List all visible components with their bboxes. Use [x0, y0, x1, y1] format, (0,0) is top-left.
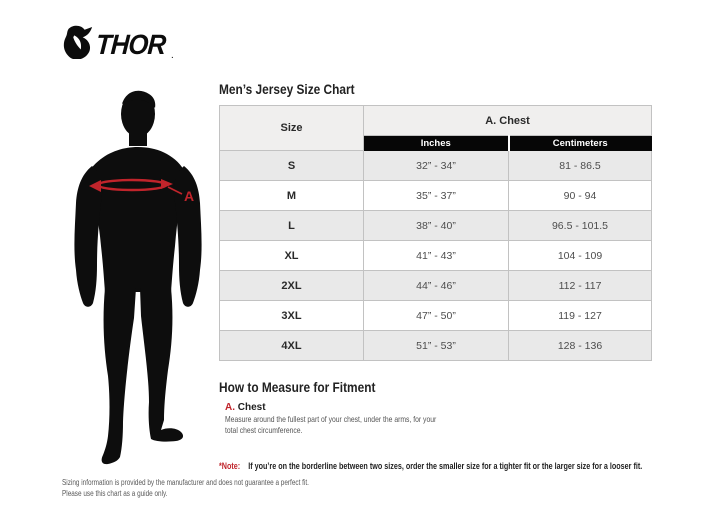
measure-item-letter: A. [225, 402, 235, 413]
centimeters-cell: 90 - 94 [509, 181, 652, 211]
size-cell: 2XL [220, 271, 364, 301]
centimeters-cell: 112 - 117 [509, 271, 652, 301]
male-silhouette [74, 91, 201, 464]
thor-logo [62, 25, 173, 64]
measure-item-chest [225, 402, 266, 413]
chest-group-header: A. Chest [364, 106, 652, 136]
table-row [220, 241, 652, 271]
table-row [220, 301, 652, 331]
table-row [220, 331, 652, 361]
measure-point-label: A [184, 188, 195, 204]
note-text: If you’re on the borderline between two sizes, order the smaller size for a tighter fit or the larger size for a looser fit. [248, 461, 643, 471]
note-label: *Note: [219, 461, 241, 471]
measure-description: Measure around the fullest part of your chest, under the arms, for your total chest circumference. [225, 414, 437, 435]
inches-cell: 35” - 37” [364, 181, 509, 211]
fitment-note [219, 461, 720, 471]
centimeters-cell: 119 - 127 [509, 301, 652, 331]
size-chart-table [219, 105, 652, 361]
inches-cell: 51” - 53” [364, 331, 509, 361]
inches-cell: 38” - 40” [364, 211, 509, 241]
inches-unit-header: Inches [364, 136, 509, 151]
measure-item-name: Chest [237, 402, 266, 413]
centimeters-cell: 96.5 - 101.5 [509, 211, 652, 241]
measure-section-title: How to Measure for Fitment [219, 380, 376, 395]
centimeters-unit-header: Centimeters [509, 136, 652, 151]
size-cell: XL [220, 241, 364, 271]
inches-cell: 32” - 34” [364, 151, 509, 181]
page-title: Men’s Jersey Size Chart [219, 82, 355, 97]
size-column-header: Size [220, 106, 364, 151]
table-row [220, 181, 652, 211]
thor-ram-icon [62, 25, 94, 64]
centimeters-cell: 128 - 136 [509, 331, 652, 361]
size-cell: L [220, 211, 364, 241]
table-row [220, 271, 652, 301]
disclaimer: Sizing information is provided by the manufacturer and does not guarantee a perfect fit. Please use this chart as a guide only. [62, 478, 309, 498]
thor-wordmark: THOR [95, 28, 167, 60]
centimeters-cell: 81 - 86.5 [509, 151, 652, 181]
size-cell: M [220, 181, 364, 211]
thor-trademark-dot: . [171, 53, 174, 60]
inches-cell: 44” - 46” [364, 271, 509, 301]
size-cell: S [220, 151, 364, 181]
inches-cell: 41” - 43” [364, 241, 509, 271]
centimeters-cell: 104 - 109 [509, 241, 652, 271]
size-cell: 3XL [220, 301, 364, 331]
male-silhouette-figure [56, 86, 228, 476]
inches-cell: 47” - 50” [364, 301, 509, 331]
size-chart-table-wrap [219, 105, 652, 361]
table-row [220, 211, 652, 241]
table-row [220, 151, 652, 181]
size-cell: 4XL [220, 331, 364, 361]
